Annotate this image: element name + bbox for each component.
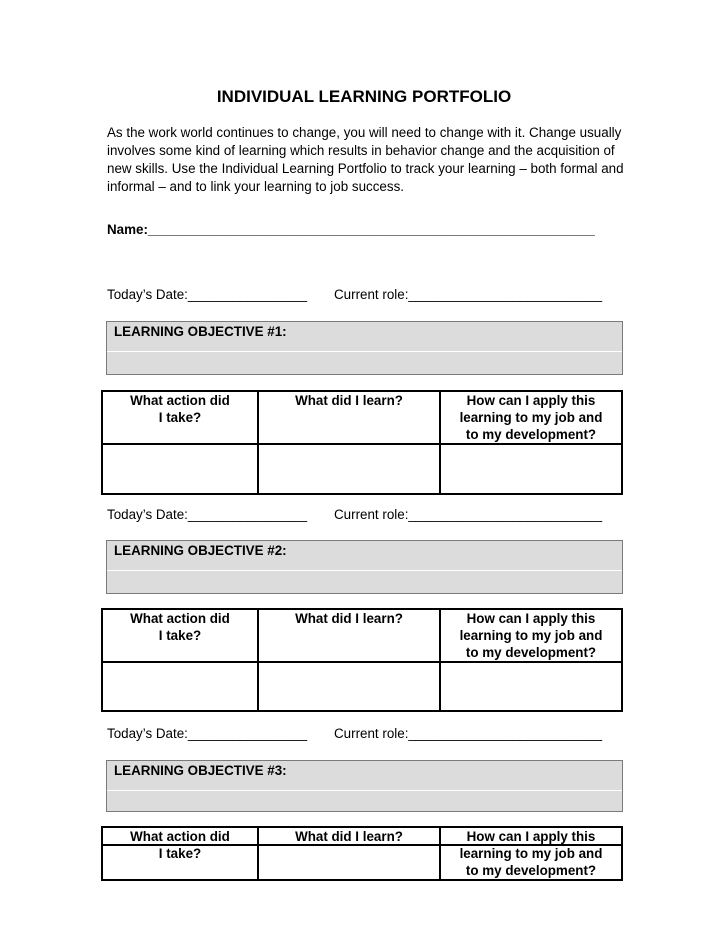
learning-objective-box[interactable]	[106, 540, 623, 594]
table-header-row	[102, 827, 622, 880]
table-header-row	[102, 609, 622, 662]
table-clip	[101, 826, 623, 878]
learning-table	[101, 826, 623, 881]
current-role-field[interactable]: Current role:__________________________	[334, 287, 603, 302]
column-header-action: What action did I take?	[102, 827, 258, 880]
learning-table	[101, 390, 623, 495]
table-header-row	[102, 391, 622, 444]
learned-cell[interactable]	[258, 444, 440, 494]
column-header-apply: How can I apply this learning to my job and to my development?	[440, 609, 622, 662]
learning-objective-box[interactable]	[106, 760, 623, 812]
table-bottom-border	[101, 844, 623, 846]
current-role-field[interactable]: Current role:__________________________	[334, 726, 603, 741]
learning-objective-box[interactable]	[106, 321, 623, 375]
table-row	[102, 444, 622, 494]
learning-table	[101, 608, 623, 712]
apply-cell[interactable]	[440, 662, 622, 711]
action-cell[interactable]	[102, 662, 258, 711]
learned-cell[interactable]	[258, 662, 440, 711]
column-header-action: What action did I take?	[102, 609, 258, 662]
table-row	[102, 662, 622, 711]
learning-objective-label: LEARNING OBJECTIVE #2:	[107, 541, 622, 571]
todays-date-field[interactable]: Today’s Date:________________	[107, 287, 308, 302]
page-title: INDIVIDUAL LEARNING PORTFOLIO	[216, 87, 512, 106]
column-header-learned: What did I learn?	[258, 609, 440, 662]
name-field[interactable]: Name:____________________________________________________________	[107, 222, 595, 237]
learning-objective-label: LEARNING OBJECTIVE #1:	[107, 322, 622, 352]
column-header-learned: What did I learn?	[258, 827, 440, 880]
todays-date-field[interactable]: Today’s Date:________________	[107, 507, 308, 522]
action-cell[interactable]	[102, 444, 258, 494]
column-header-apply: How can I apply this learning to my job and to my development?	[440, 391, 622, 444]
column-header-learned: What did I learn?	[258, 391, 440, 444]
column-header-apply: How can I apply this learning to my job and to my development?	[440, 827, 622, 880]
todays-date-field[interactable]: Today’s Date:________________	[107, 726, 308, 741]
intro-paragraph: As the work world continues to change, you will need to change with it. Change usually involves some kind of learning which results in behavior change and the acquisition of new skills. Use the Individual Learning Portfolio to track your learning – both formal and informal – and to link your learning to job success.	[107, 125, 624, 194]
learning-objective-label: LEARNING OBJECTIVE #3:	[107, 761, 622, 791]
current-role-field[interactable]: Current role:__________________________	[334, 507, 603, 522]
column-header-action: What action did I take?	[102, 391, 258, 444]
apply-cell[interactable]	[440, 444, 622, 494]
